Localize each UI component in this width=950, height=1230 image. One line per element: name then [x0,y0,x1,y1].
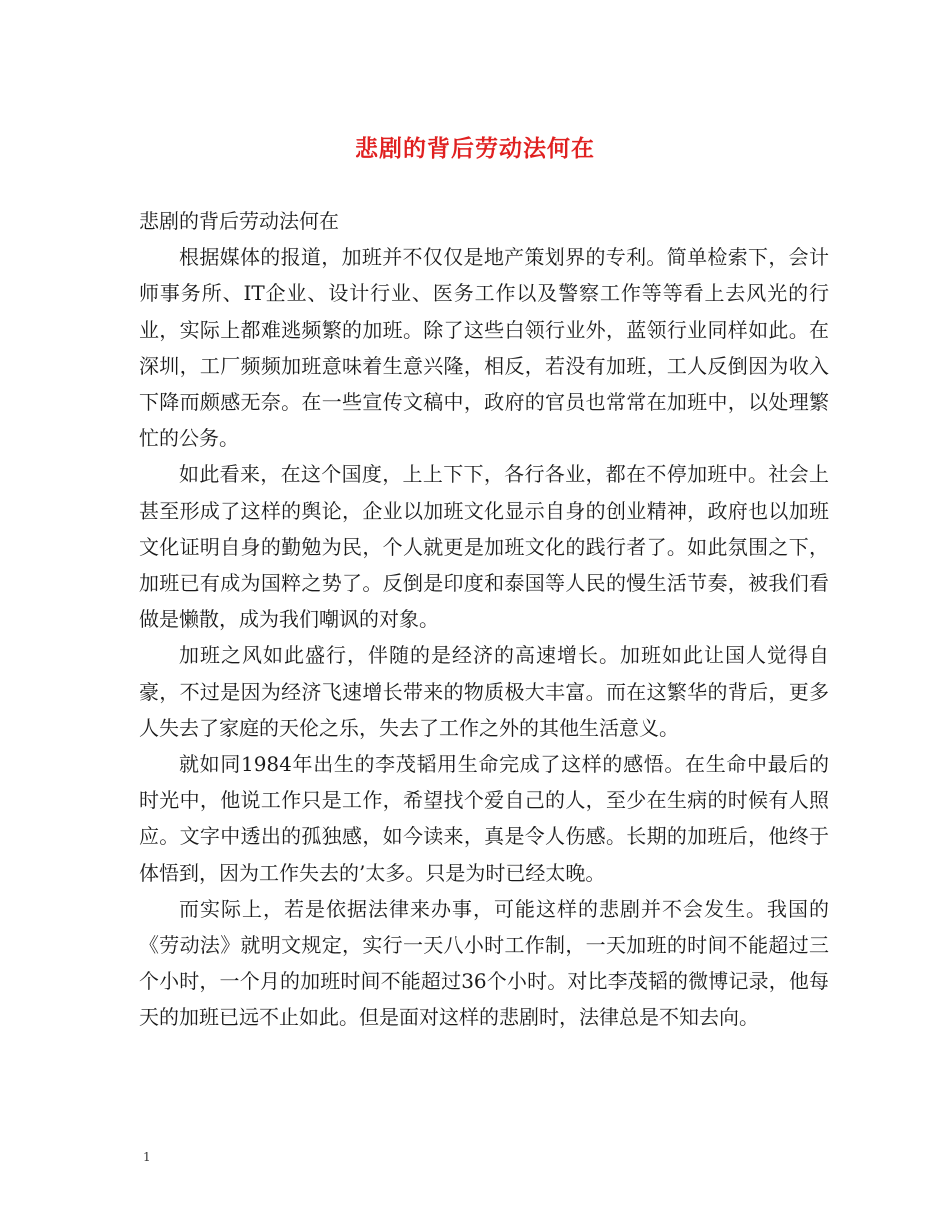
paragraph-1: 根据媒体的报道，加班并不仅仅是地产策划界的专利。简单检索下，会计师事务所、IT企业、设计行业、医务工作以及警察工作等等看上去风光的行业，实际上都难逃频繁的加班。除了这些白领行业外，蓝领行业同样如此。在深圳，工厂频频加班意味着生意兴隆，相反，若没有加班，工人反倒因为收入下降而颇感无奈。在一些宣传文稿中，政府的官员也常常在加班中，以处理繁忙的公务。 [139,245,829,451]
paragraph-3: 加班之风如此盛行，伴随的是经济的高速增长。加班如此让国人觉得自豪，不过是因为经济飞速增长带来的物质极大丰富。而在这繁华的背后，更多人失去了家庭的天伦之乐，失去了工作之外的其他生活意义。 [139,643,829,740]
document-title: 悲剧的背后劳动法何在 [355,135,595,162]
paragraph-5: 而实际上，若是依据法律来办事，可能这样的悲剧并不会发生。我国的《劳动法》就明文规定，实行一天八小时工作制，一天加班的时间不能超过三个小时，一个月的加班时间不能超过36个小时。对比李茂韬的微博记录，他每天的加班已远不止如此。但是面对这样的悲剧时，法律总是不知去向。 [139,896,829,1030]
page-number: 1 [143,1150,151,1164]
paragraph-2: 如此看来，在这个国度，上上下下，各行各业，都在不停加班中。社会上甚至形成了这样的舆论，企业以加班文化显示自身的创业精神，政府也以加班文化证明自身的勤勉为民，个人就更是加班文化的践行者了。如此氛围之下，加班已有成为国粹之势了。反倒是印度和泰国等人民的慢生活节奏，被我们看做是懒散，成为我们嘲讽的对象。 [139,462,829,632]
document-body [139,203,829,1036]
paragraph-4: 就如同1984年出生的李茂韬用生命完成了这样的感悟。在生命中最后的时光中，他说工作只是工作，希望找个爱自己的人，至少在生病的时候有人照应。文字中透出的孤独感，如今读来，真是令人伤感。长期的加班后，他终于体悟到，因为工作失去的’太多。只是为时已经太晚。 [139,752,829,885]
document-subtitle: 悲剧的背后劳动法何在 [139,209,339,233]
